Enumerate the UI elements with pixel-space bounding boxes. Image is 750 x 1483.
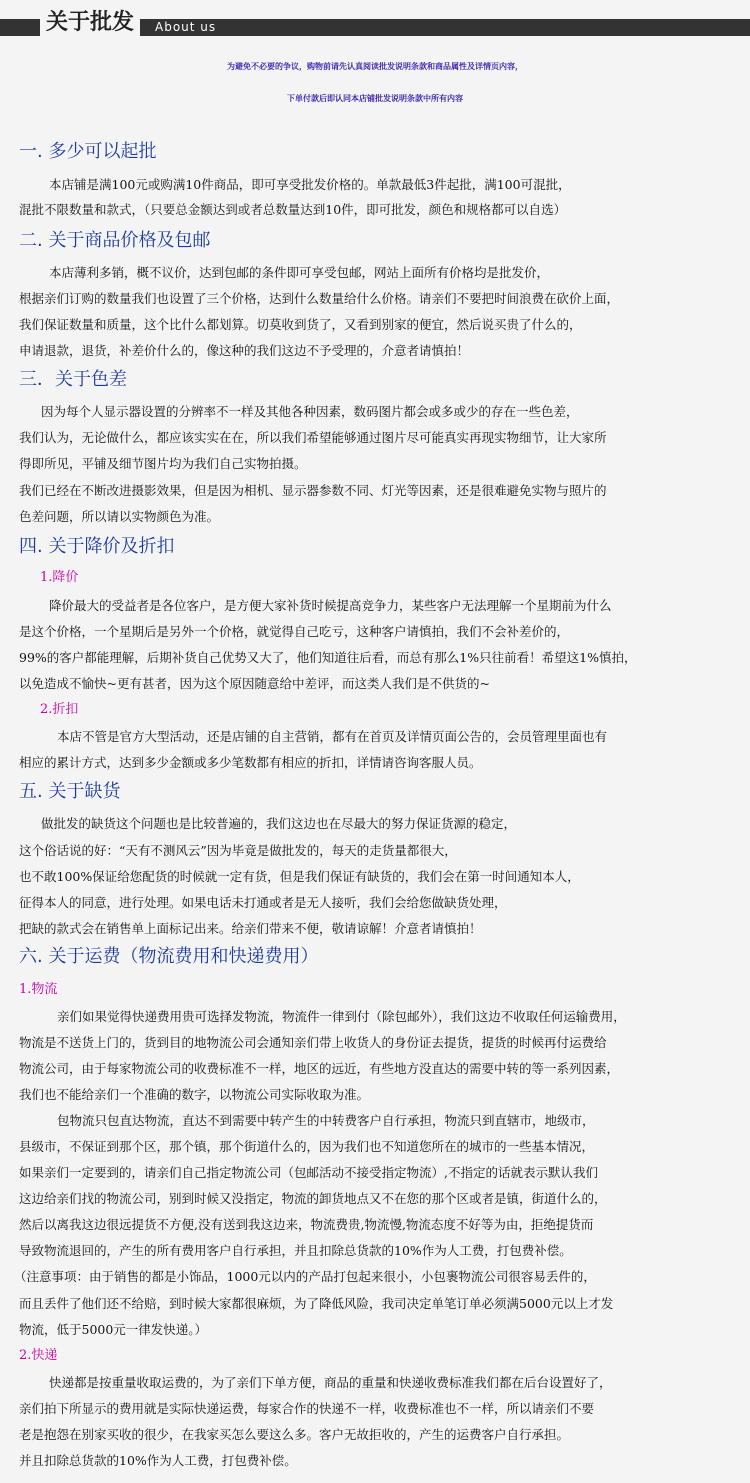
paragraph-line: 以免造成不愉快~更有甚者，因为这个原因随意给中差评，而这类人我们是不供货的~ <box>19 676 490 691</box>
section-title: 二. 关于商品价格及包邮 <box>19 230 211 251</box>
paragraph-line: 而且丢件了他们还不给赔，到时候大家都很麻烦，为了降低风险，我司决定单笔订单必须满5000元以上才发 <box>19 1296 614 1311</box>
paragraph-line: 本店不管是官方大型活动，还是店铺的自主营销，都有在首页及详情页面公告的，会员管理里面也有 <box>57 729 608 744</box>
paragraph-line: 把缺的款式会在销售单上面标记出来。给亲们带来不便，敬请谅解！介意者请慎拍！ <box>19 921 482 936</box>
paragraph-line: 亲们如果觉得快递费用贵可选择发物流，物流件一律到付（除包邮外），我们这边不收取任何运输费用， <box>57 1009 626 1024</box>
paragraph-line: 物流公司，由于每家物流公司的收费标准不一样，地区的远近，有些地方没直达的需要中转的等一系列因素， <box>19 1061 620 1076</box>
paragraph-line: 根据亲们订购的数量我们也设置了三个价格，达到什么数量给什么价格。请亲们不要把时间浪费在砍价上面， <box>19 291 620 306</box>
paragraph-line: 物流，低于5000元一律发快递。） <box>19 1322 208 1337</box>
page-subtitle: About us <box>155 20 217 34</box>
page-title: 关于批发 <box>40 8 140 38</box>
paragraph-line: 如果亲们一定要到的，请亲们自己指定物流公司（包邮活动不接受指定物流）,不指定的话就表示默认我们 <box>19 1165 598 1180</box>
paragraph-line: 得即所见，平铺及细节图片均为我们自己实物拍摄。 <box>19 456 307 471</box>
intro-line: 为避免不必要的争议，购物前请先认真阅读批发说明条款和商品属性及详情页内容， <box>227 62 523 71</box>
paragraph-line: （注意事项：由于销售的都是小饰品，1000元以内的产品打包起来很小，小包裹物流公司很容易丢件的， <box>14 1269 596 1284</box>
section-title: 三．关于色差 <box>19 369 127 390</box>
header-left-block <box>0 19 40 36</box>
paragraph-line: 快递都是按重量收取运费的，为了亲们下单方便，商品的重量和快递收费标准我们都在后台设置好了， <box>49 1375 612 1390</box>
paragraph-line: 99%的客户都能理解，后期补货自己优势又大了，他们知道往后看，而总有那么1%只往前看！希望这1%慎拍， <box>19 650 637 665</box>
subsection-title: 1.降价 <box>40 570 79 585</box>
paragraph-line: 我们保证数量和质量，这个比什么都划算。切莫收到货了，又看到别家的便宜，然后说买贵了什么的， <box>19 317 582 332</box>
paragraph-line: 县级市，不保证到那个区，那个镇，那个街道什么的，因为我们也不知道您所在的城市的一些基本情况， <box>19 1139 595 1154</box>
paragraph-line: 包物流只包直达物流，直达不到需要中转产生的中转费客户自行承担，物流只到直辖市，地级市， <box>57 1113 595 1128</box>
section-title: 五. 关于缺货 <box>19 781 121 802</box>
paragraph-line: 老是抱怨在别家买收的很少，在我家买怎么要这么多。客户无故拒收的，产生的运费客户自行承担。 <box>19 1427 570 1442</box>
paragraph-line: 降价最大的受益者是各位客户，是方便大家补货时候提高竞争力，某些客户无法理解一个星期前为什么 <box>49 598 612 613</box>
paragraph-line: 然后以离我这边很远提货不方便,没有送到我这边来，物流费贵,物流慢,物流态度不好等为由，拒绝提货而 <box>19 1217 594 1232</box>
paragraph-line: 相应的累计方式，达到多少金额或多少笔数都有相应的折扣，详情请咨询客服人员。 <box>19 755 482 770</box>
paragraph-line: 亲们拍下所显示的费用就是实际快递运费，每家合作的快递不一样，收费标准也不一样，所以请亲们不要 <box>19 1401 595 1416</box>
section-title: 六. 关于运费（物流费用和快递费用） <box>19 946 319 967</box>
paragraph-line: 做批发的缺货这个问题也是比较普遍的，我们这边也在尽最大的努力保证货源的稳定， <box>41 816 517 831</box>
intro-line: 下单付款后即认同本店铺批发说明条款中所有内容 <box>287 94 463 103</box>
paragraph-line: 因为每个人显示器设置的分辨率不一样及其他各种因素，数码图片都会或多或少的存在一些色差， <box>41 404 579 419</box>
paragraph-line: 也不敢100%保证给您配货的时候就一定有货，但是我们保证有缺货的，我们会在第一时间通知本人， <box>19 869 580 884</box>
section-title: 四. 关于降价及折扣 <box>19 536 175 557</box>
paragraph-line: 导致物流退回的，产生的所有费用客户自行承担，并且扣除总货款的10%作为人工费，打包费补偿。 <box>19 1243 572 1258</box>
paragraph-line: 这个俗话说的好：“天有不测风云”因为毕竟是做批发的，每天的走货量都很大， <box>19 843 457 858</box>
paragraph-line: 我们认为，无论做什么，都应该实实在在，所以我们希望能够通过图片尽可能真实再现实物细节，让大家所 <box>19 430 607 445</box>
paragraph-line: 物流是不送货上门的，货到目的地物流公司会通知亲们带上收货人的身份证去提货，提货的时候再付运费给 <box>19 1035 607 1050</box>
paragraph-line: 我们也不能给亲们一个准确的数字，以物流公司实际收取为准。 <box>19 1087 370 1102</box>
paragraph-line: 我们已经在不断改进摄影效果，但是因为相机、显示器参数不同、灯光等因素，还是很难避免实物与照片的 <box>19 483 607 498</box>
paragraph-line: 这边给亲们找的物流公司，别到时候又没指定，物流的卸货地点又不在您的那个区或者是镇，街道什么的， <box>19 1191 607 1206</box>
paragraph-line: 并且扣除总货款的10%作为人工费，打包费补偿。 <box>19 1453 297 1468</box>
paragraph-line: 征得本人的同意，进行处理。如果电话未打通或者是无人接听，我们会给您做缺货处理， <box>19 895 507 910</box>
paragraph-line: 申请退款，退货，补差价什么的，像这种的我们这边不予受理的，介意者请慎拍！ <box>19 343 470 358</box>
paragraph-line: 色差问题，所以请以实物颜色为准。 <box>19 509 220 524</box>
paragraph-line: 混批不限数量和款式，（只要总金额达到或者总数量达到10件，即可批发，颜色和规格都可以自选） <box>19 202 567 217</box>
section-title: 一. 多少可以起批 <box>19 141 157 162</box>
paragraph-line: 是这个价格，一个星期后是另外一个价格，就觉得自己吃亏，这种客户请慎拍，我们不会补差价的， <box>19 624 570 639</box>
paragraph-line: 本店薄利多销，概不议价，达到包邮的条件即可享受包邮，网站上面所有价格均是批发价， <box>49 265 550 280</box>
paragraph-line: 本店铺是满100元或购满10件商品，即可享受批发价格的。单款最低3件起批，满100可混批， <box>49 177 571 192</box>
subsection-title: 2.快递 <box>19 1348 58 1363</box>
subsection-title: 2.折扣 <box>40 702 79 717</box>
subsection-title: 1.物流 <box>19 982 58 997</box>
